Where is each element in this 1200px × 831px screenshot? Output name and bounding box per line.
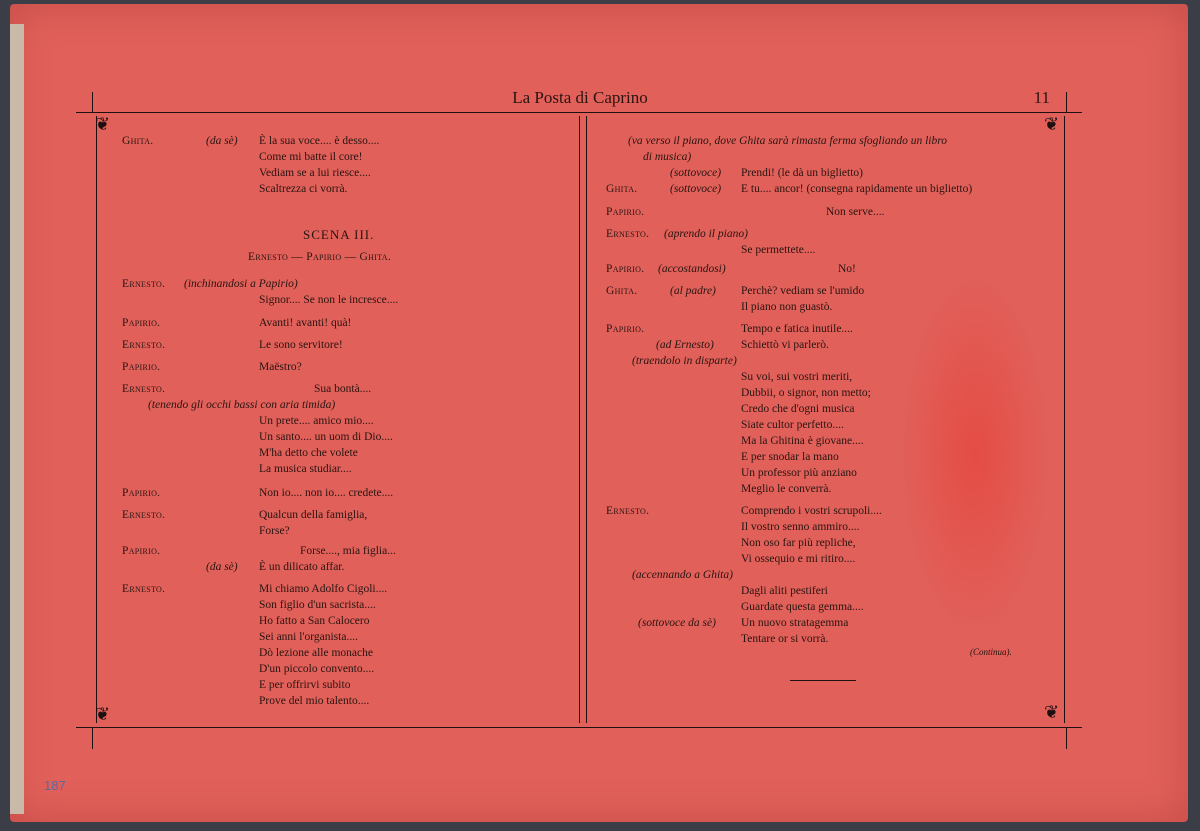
column-divider-2 — [586, 116, 587, 723]
verse-line: Signor.... Se non le incresce.... — [259, 294, 399, 306]
verse-line: Un nuovo stratagemma — [741, 617, 849, 629]
aside: (da sè) — [206, 135, 238, 147]
verse-line: E per snodar la mano — [741, 451, 839, 463]
footer-rule — [76, 727, 1082, 728]
stage-direction: di musica) — [643, 151, 692, 163]
verse-line: Credo che d'ogni musica — [741, 403, 855, 415]
verse-line: Forse? — [259, 525, 290, 537]
verse-line: Sei anni l'organista.... — [259, 631, 358, 643]
verse-line: Maëstro? — [259, 361, 302, 373]
verse-line: Come mi batte il core! — [259, 151, 363, 163]
stage-direction: (accennando a Ghita) — [632, 569, 733, 581]
stage-direction: (traendolo in disparte) — [632, 355, 737, 367]
scene-cast: Ernesto — Papirio — Ghita. — [248, 251, 392, 263]
verse-line: Il vostro senno ammiro.... — [741, 521, 860, 533]
speaker-name: Papirio. — [606, 206, 645, 218]
verse-line: E tu.... ancor! (consegna rapidamente un biglietto) — [741, 183, 973, 195]
aside: (ad Ernesto) — [656, 339, 714, 351]
verse-line: Tempo e fatica inutile.... — [741, 323, 853, 335]
aside: (al padre) — [670, 285, 716, 297]
verse-line: Ho fatto a San Calocero — [259, 615, 370, 627]
stage-direction: (tenendo gli occhi bassi con aria timida) — [148, 399, 336, 411]
verse-line: Se permettete.... — [741, 244, 816, 256]
verse-line: Dubbii, o signor, non metto; — [741, 387, 871, 399]
verse-line: Prove del mio talento.... — [259, 695, 370, 707]
speaker-name: Ernesto. — [606, 228, 650, 240]
verse-line: Dagli aliti pestiferi — [741, 585, 828, 597]
page-edge — [10, 24, 24, 814]
speaker-name: Papirio. — [122, 361, 161, 373]
footer-tick-right — [1066, 727, 1067, 749]
speaker-name: Ernesto. — [122, 383, 166, 395]
verse-line: Un prete.... amico mio.... — [259, 415, 374, 427]
margin-note: 187 — [44, 778, 66, 793]
speaker-name: Ernesto. — [122, 583, 166, 595]
fleuron-icon: ❦ — [95, 114, 111, 135]
verse-line: Vi ossequio e mi ritiro.... — [741, 553, 856, 565]
speaker-name: Papirio. — [606, 323, 645, 335]
verse-line: Sua bontà.... — [314, 383, 372, 395]
footer-tick-left — [92, 727, 93, 749]
verse-line: Prendi! (le dà un biglietto) — [741, 167, 863, 179]
verse-line: Guardate questa gemma.... — [741, 601, 864, 613]
verse-line: D'un piccolo convento.... — [259, 663, 375, 675]
verse-line: Mi chiamo Adolfo Cigoli.... — [259, 583, 388, 595]
verse-line: Tentare or si vorrà. — [741, 633, 829, 645]
verse-line: La musica studiar.... — [259, 463, 352, 475]
verse-line: Perchè? vediam se l'umido — [741, 285, 865, 297]
fleuron-icon: ❦ — [1044, 114, 1060, 135]
speaker-name: Papirio. — [122, 317, 161, 329]
verse-line: Forse...., mia figlia... — [300, 545, 396, 557]
verse-line: Son figlio d'un sacrista.... — [259, 599, 376, 611]
verse-line: No! — [838, 263, 856, 275]
speaker-name: Ernesto. — [606, 505, 650, 517]
speaker-name: Ghita. — [606, 183, 638, 195]
verse-line: Le sono servitore! — [259, 339, 343, 351]
fleuron-icon: ❦ — [1044, 702, 1060, 723]
verse-line: Siate cultor perfetto.... — [741, 419, 844, 431]
verse-line: Schiettò vi parlerò. — [741, 339, 829, 351]
speaker-name: Ernesto. — [122, 278, 166, 290]
verse-line: Non io.... non io.... credete.... — [259, 487, 394, 499]
verse-line: È la sua voce.... è desso.... — [259, 135, 380, 147]
speaker-name: Papirio. — [606, 263, 645, 275]
speaker-name: Papirio. — [122, 545, 161, 557]
speaker-name: Ernesto. — [122, 339, 166, 351]
verse-line: Un santo.... un uom di Dio.... — [259, 431, 393, 443]
paper-stain — [900, 274, 1050, 634]
verse-line: Non serve.... — [826, 206, 885, 218]
verse-line: Non oso far più repliche, — [741, 537, 856, 549]
frame-left — [96, 116, 97, 723]
speaker-name: Ghita. — [606, 285, 638, 297]
verse-line: Meglio le converrà. — [741, 483, 832, 495]
page-number: 11 — [1033, 88, 1050, 107]
verse-line: Qualcun della famiglia, — [259, 509, 368, 521]
aside: (sottovoce) — [670, 183, 722, 195]
column-divider-1 — [579, 116, 580, 723]
verse-line: Ma la Ghitina è giovane.... — [741, 435, 864, 447]
frame-right — [1064, 116, 1065, 723]
speaker-name: Papirio. — [122, 487, 161, 499]
end-rule — [790, 680, 856, 681]
speaker-name: Ghita. — [122, 135, 154, 147]
speaker-name: Ernesto. — [122, 509, 166, 521]
verse-line: Avanti! avanti! quà! — [259, 317, 352, 329]
verse-line: Scaltrezza ci vorrà. — [259, 183, 348, 195]
verse-line: Vediam se a lui riesce.... — [259, 167, 371, 179]
verse-line: Dò lezione alle monache — [259, 647, 373, 659]
stage-direction: (inchinandosi a Papirio) — [184, 278, 298, 290]
verse-line: Un professor più anziano — [741, 467, 857, 479]
scene-title: SCENA III. — [303, 227, 375, 242]
verse-line: Comprendo i vostri scrupoli.... — [741, 505, 882, 517]
page-sheet — [10, 4, 1188, 822]
aside: (da sè) — [206, 561, 238, 573]
header-tick-left — [92, 92, 93, 112]
fleuron-icon: ❦ — [95, 704, 111, 725]
aside: (sottovoce) — [670, 167, 722, 179]
header-rule — [76, 112, 1082, 113]
stage-direction: (va verso il piano, dove Ghita sarà rimasta ferma sfogliando un libro — [628, 135, 948, 147]
stage-direction: (accostandosi) — [658, 263, 726, 275]
verse-line: È un dilicato affar. — [259, 561, 345, 573]
running-title: La Posta di Caprino — [512, 88, 648, 107]
verse-line: M'ha detto che volete — [259, 447, 358, 459]
aside: (sottovoce da sè) — [638, 617, 716, 629]
verse-line: E per offrirvi subito — [259, 679, 351, 691]
verse-line: Il piano non guastò. — [741, 301, 833, 313]
header-tick-right — [1066, 92, 1067, 112]
continua-note: (Continua). — [970, 647, 1012, 657]
verse-line: Su voi, sui vostri meriti, — [741, 371, 853, 383]
stage-direction: (aprendo il piano) — [664, 228, 748, 240]
